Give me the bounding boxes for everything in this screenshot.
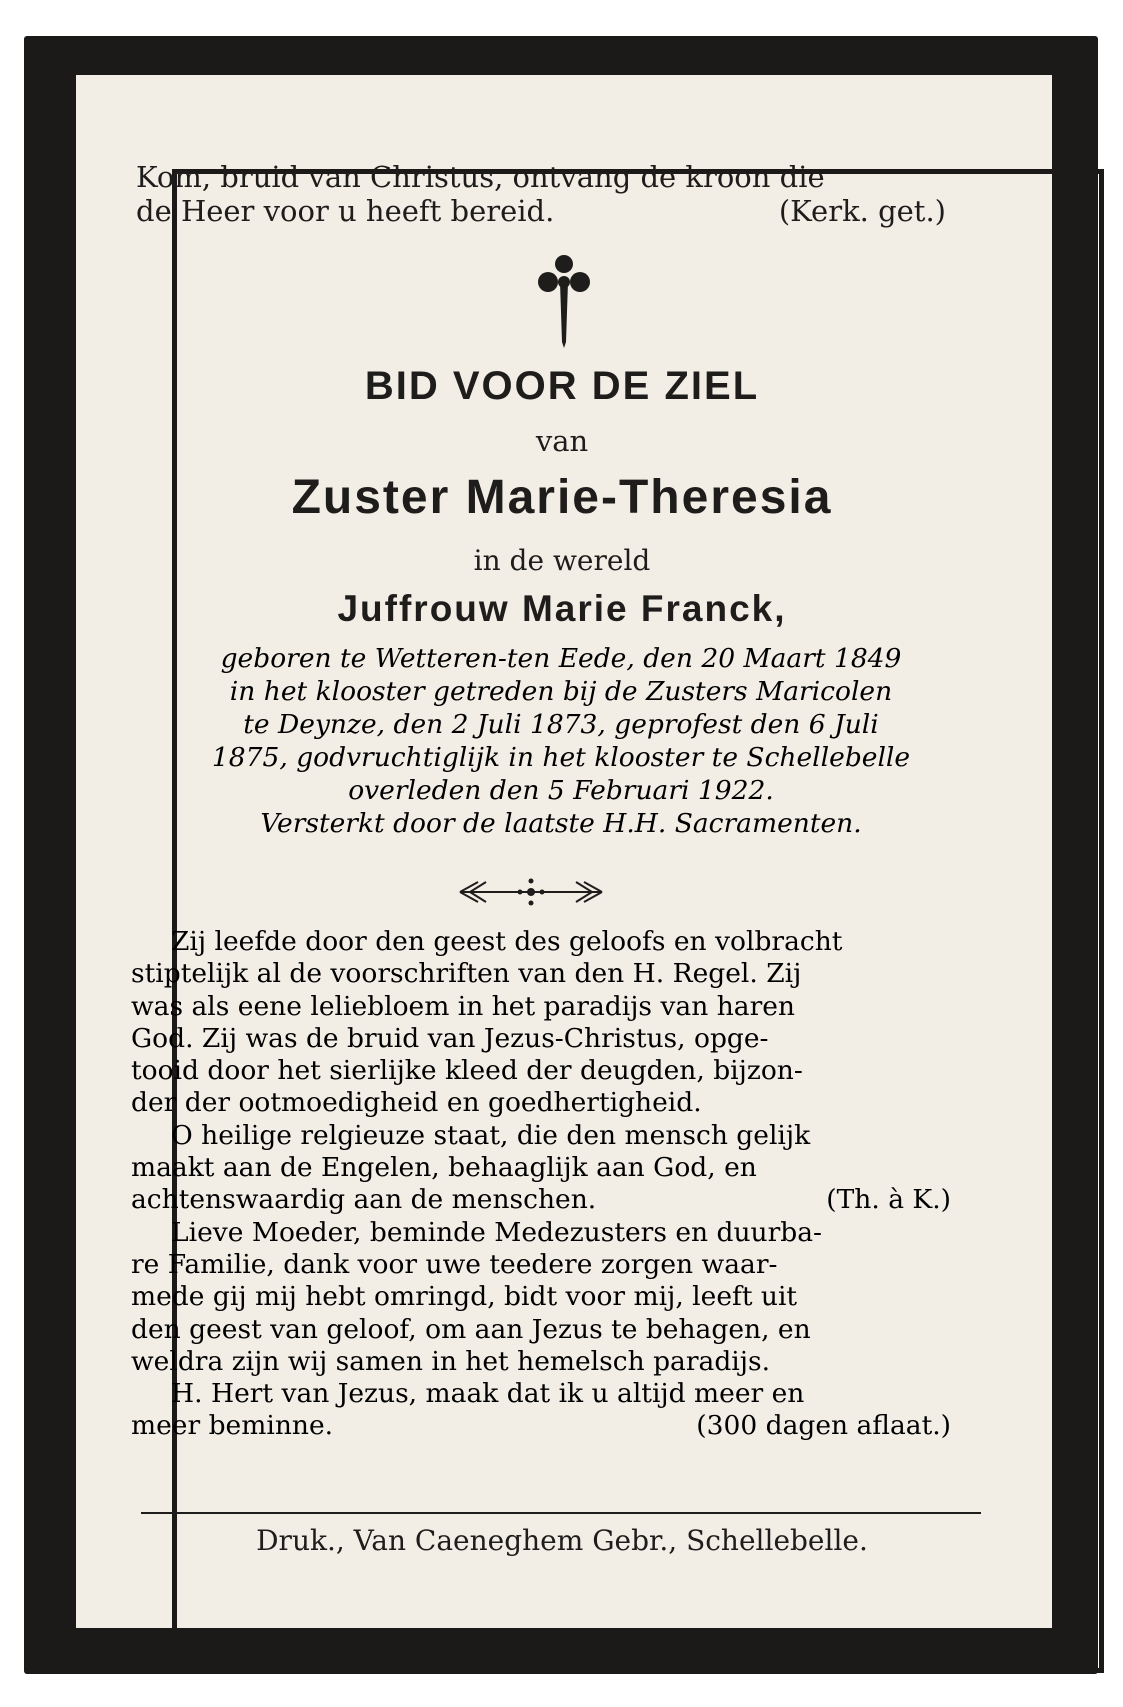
body-line: mede gij mij hebt omringd, bidt voor mij, leeft uit — [131, 1281, 798, 1313]
biography-line: te Deynze, den 2 Juli 1873, geprofest den 6 Juli — [243, 709, 879, 740]
body-line: der der ootmoedigheid en goedhertigheid. — [131, 1087, 702, 1119]
body-line: weldra zijn wij samen in het hemelsch paradijs. — [131, 1345, 771, 1377]
biography-line: 1875, godvruchtiglijk in het klooster te Schellebelle — [211, 742, 911, 773]
prayer-heading: BID VOOR DE ZIEL — [364, 364, 760, 408]
footer-divider — [141, 1512, 981, 1514]
biography — [126, 642, 996, 840]
body-line-with-citation — [131, 1184, 991, 1216]
biography-line: Versterkt door de laatste H.H. Sacramenten. — [260, 808, 862, 839]
epigraph-citation: (Kerk. get.) — [778, 194, 946, 228]
van-label: van — [535, 424, 589, 458]
body-line: achtenswaardig aan de menschen. — [131, 1184, 597, 1216]
body-text — [131, 926, 991, 1443]
epigraph-line-2-row — [136, 194, 986, 228]
body-line: H. Hert van Jezus, maak dat ik u altijd meer en — [171, 1378, 805, 1410]
body-line-with-indulgence — [131, 1410, 991, 1442]
card-content — [96, 94, 1028, 1598]
epigraph — [136, 160, 986, 228]
lay-name: Juffrouw Marie Franck, — [337, 588, 787, 629]
body-line: tooid door het sierlijke kleed der deugden, bijzon- — [131, 1055, 803, 1087]
body-line: O heilige relgieuze staat, die den mensch gelijk — [171, 1119, 811, 1151]
body-line: meer beminne. — [131, 1410, 334, 1442]
body-line: maakt aan de Engelen, behaaglijk aan God, en — [131, 1152, 757, 1184]
body-line: den geest van geloof, om aan Jezus te behagen, en — [131, 1313, 811, 1345]
in-world-label: in de wereld — [473, 544, 651, 577]
trefoil-cross-icon — [534, 252, 594, 352]
epigraph-line-2: de Heer voor u heeft bereid. — [136, 194, 555, 228]
ornament-divider-icon — [456, 874, 606, 910]
religious-name: Zuster Marie-Theresia — [291, 471, 833, 524]
body-line: God. Zij was de bruid van Jezus-Christus, opge- — [131, 1022, 769, 1054]
body-line: stiptelijk al de voorschriften van den H. Regel. Zij — [131, 958, 802, 990]
biography-line: overleden den 5 Februari 1922. — [348, 775, 774, 806]
printer-credit: Druk., Van Caeneghem Gebr., Schellebelle. — [256, 1524, 868, 1557]
body-line: was als eene leliebloem in het paradijs van haren — [131, 990, 796, 1022]
biography-line: in het klooster getreden bij de Zusters Maricolen — [229, 676, 893, 707]
epigraph-line-1: Kom, bruid van Christus, ontvang de kroon die — [136, 160, 825, 194]
thomas-a-kempis-citation: (Th. à K.) — [826, 1184, 951, 1216]
body-line: Zij leefde door den geest des geloofs en volbracht — [171, 926, 843, 957]
indulgence-note: (300 dagen aflaat.) — [696, 1410, 951, 1442]
body-line: re Familie, dank voor uwe teedere zorgen waar- — [131, 1248, 778, 1280]
biography-line: geboren te Wetteren-ten Eede, den 20 Maart 1849 — [220, 643, 902, 674]
body-line: Lieve Moeder, beminde Medezusters en duurba- — [171, 1216, 823, 1248]
